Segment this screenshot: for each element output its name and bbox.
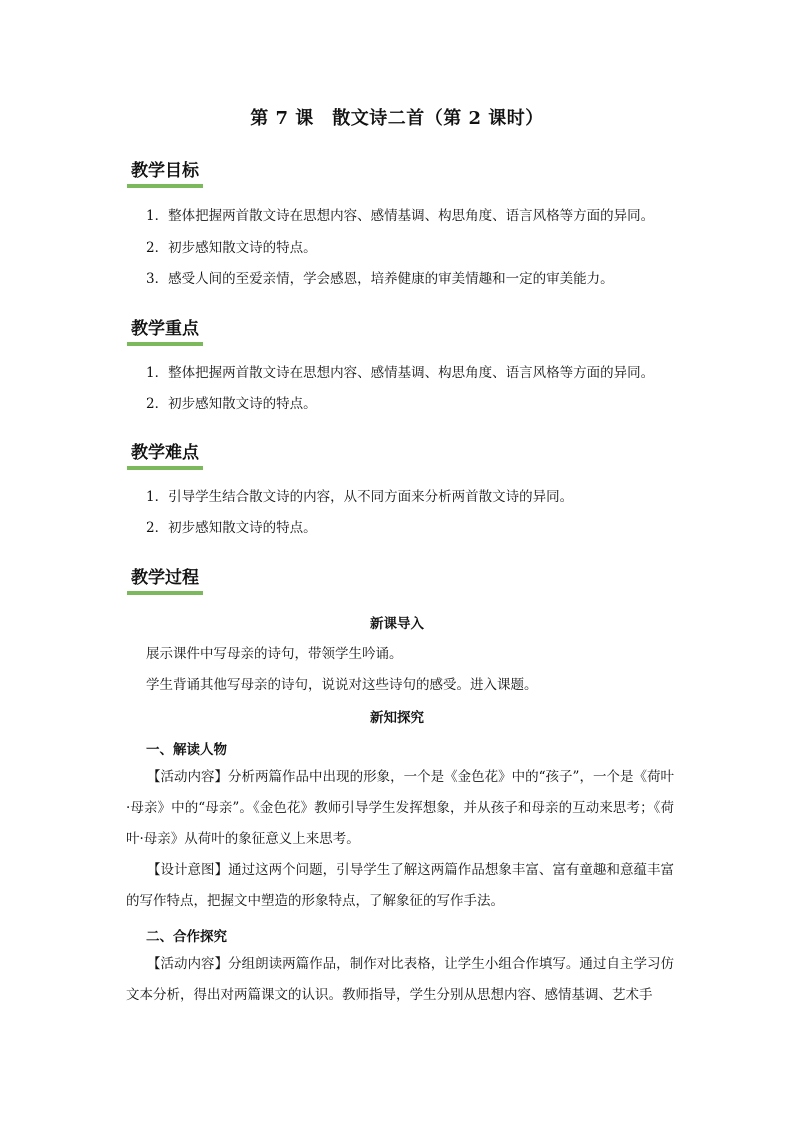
goal-item-2: 2．初步感知散文诗的特点。 [146, 240, 317, 256]
intro-line-2: 学生背诵其他写母亲的诗句，说说对这些诗句的感受。进入课题。 [146, 677, 538, 693]
intro-line-1: 展示课件中写母亲的诗句，带领学生吟诵。 [146, 646, 403, 662]
intro-heading: 新课导入 [370, 616, 424, 632]
part1-heading: 一、解读人物 [146, 742, 227, 758]
key-point-item-2: 2．初步感知散文诗的特点。 [146, 396, 317, 412]
section-heading-difficulties: 教学难点 [127, 442, 203, 470]
lesson-title: 第 7 课 散文诗二首（第 2 课时） [250, 108, 544, 129]
difficulty-item-2: 2．初步感知散文诗的特点。 [146, 520, 317, 536]
section-heading-process: 教学过程 [127, 567, 203, 595]
part2-activity-paragraph: 【活动内容】分组朗读两篇作品，制作对比表格，让学生小组合作填写。通过自主学习仿文本分析，得出对两篇课文的认识。教师指导，学生分别从思想内容、感情基调、艺术手 [126, 956, 674, 1003]
difficulty-item-1: 1．引导学生结合散文诗的内容，从不同方面来分析两首散文诗的异同。 [146, 489, 574, 505]
part1-activity-paragraph: 【活动内容】分析两篇作品中出现的形象，一个是《金色花》中的“孩子”，一个是《荷叶·母亲》中的“母亲”。《金色花》教师引导学生发挥想象，并从孩子和母亲的互动来思考；《荷叶·母亲》从荷叶的象征意义上来思考。 [126, 769, 674, 847]
part2-heading: 二、合作探究 [146, 929, 227, 945]
section-heading-key-points: 教学重点 [127, 318, 203, 346]
goal-item-3: 3．感受人间的至爱亲情，学会感恩，培养健康的审美情趣和一定的审美能力。 [146, 271, 614, 287]
key-point-item-1: 1．整体把握两首散文诗在思想内容、感情基调、构思角度、语言风格等方面的异同。 [146, 365, 655, 381]
section-heading-goals: 教学目标 [127, 160, 203, 188]
goal-item-1: 1．整体把握两首散文诗在思想内容、感情基调、构思角度、语言风格等方面的异同。 [146, 208, 655, 224]
part1-design-paragraph: 【设计意图】通过这两个问题，引导学生了解这两篇作品想象丰富、富有童趣和意蕴丰富的写作特点，把握文中塑造的形象特点，了解象征的写作手法。 [126, 862, 674, 909]
explore-heading: 新知探究 [370, 710, 424, 726]
